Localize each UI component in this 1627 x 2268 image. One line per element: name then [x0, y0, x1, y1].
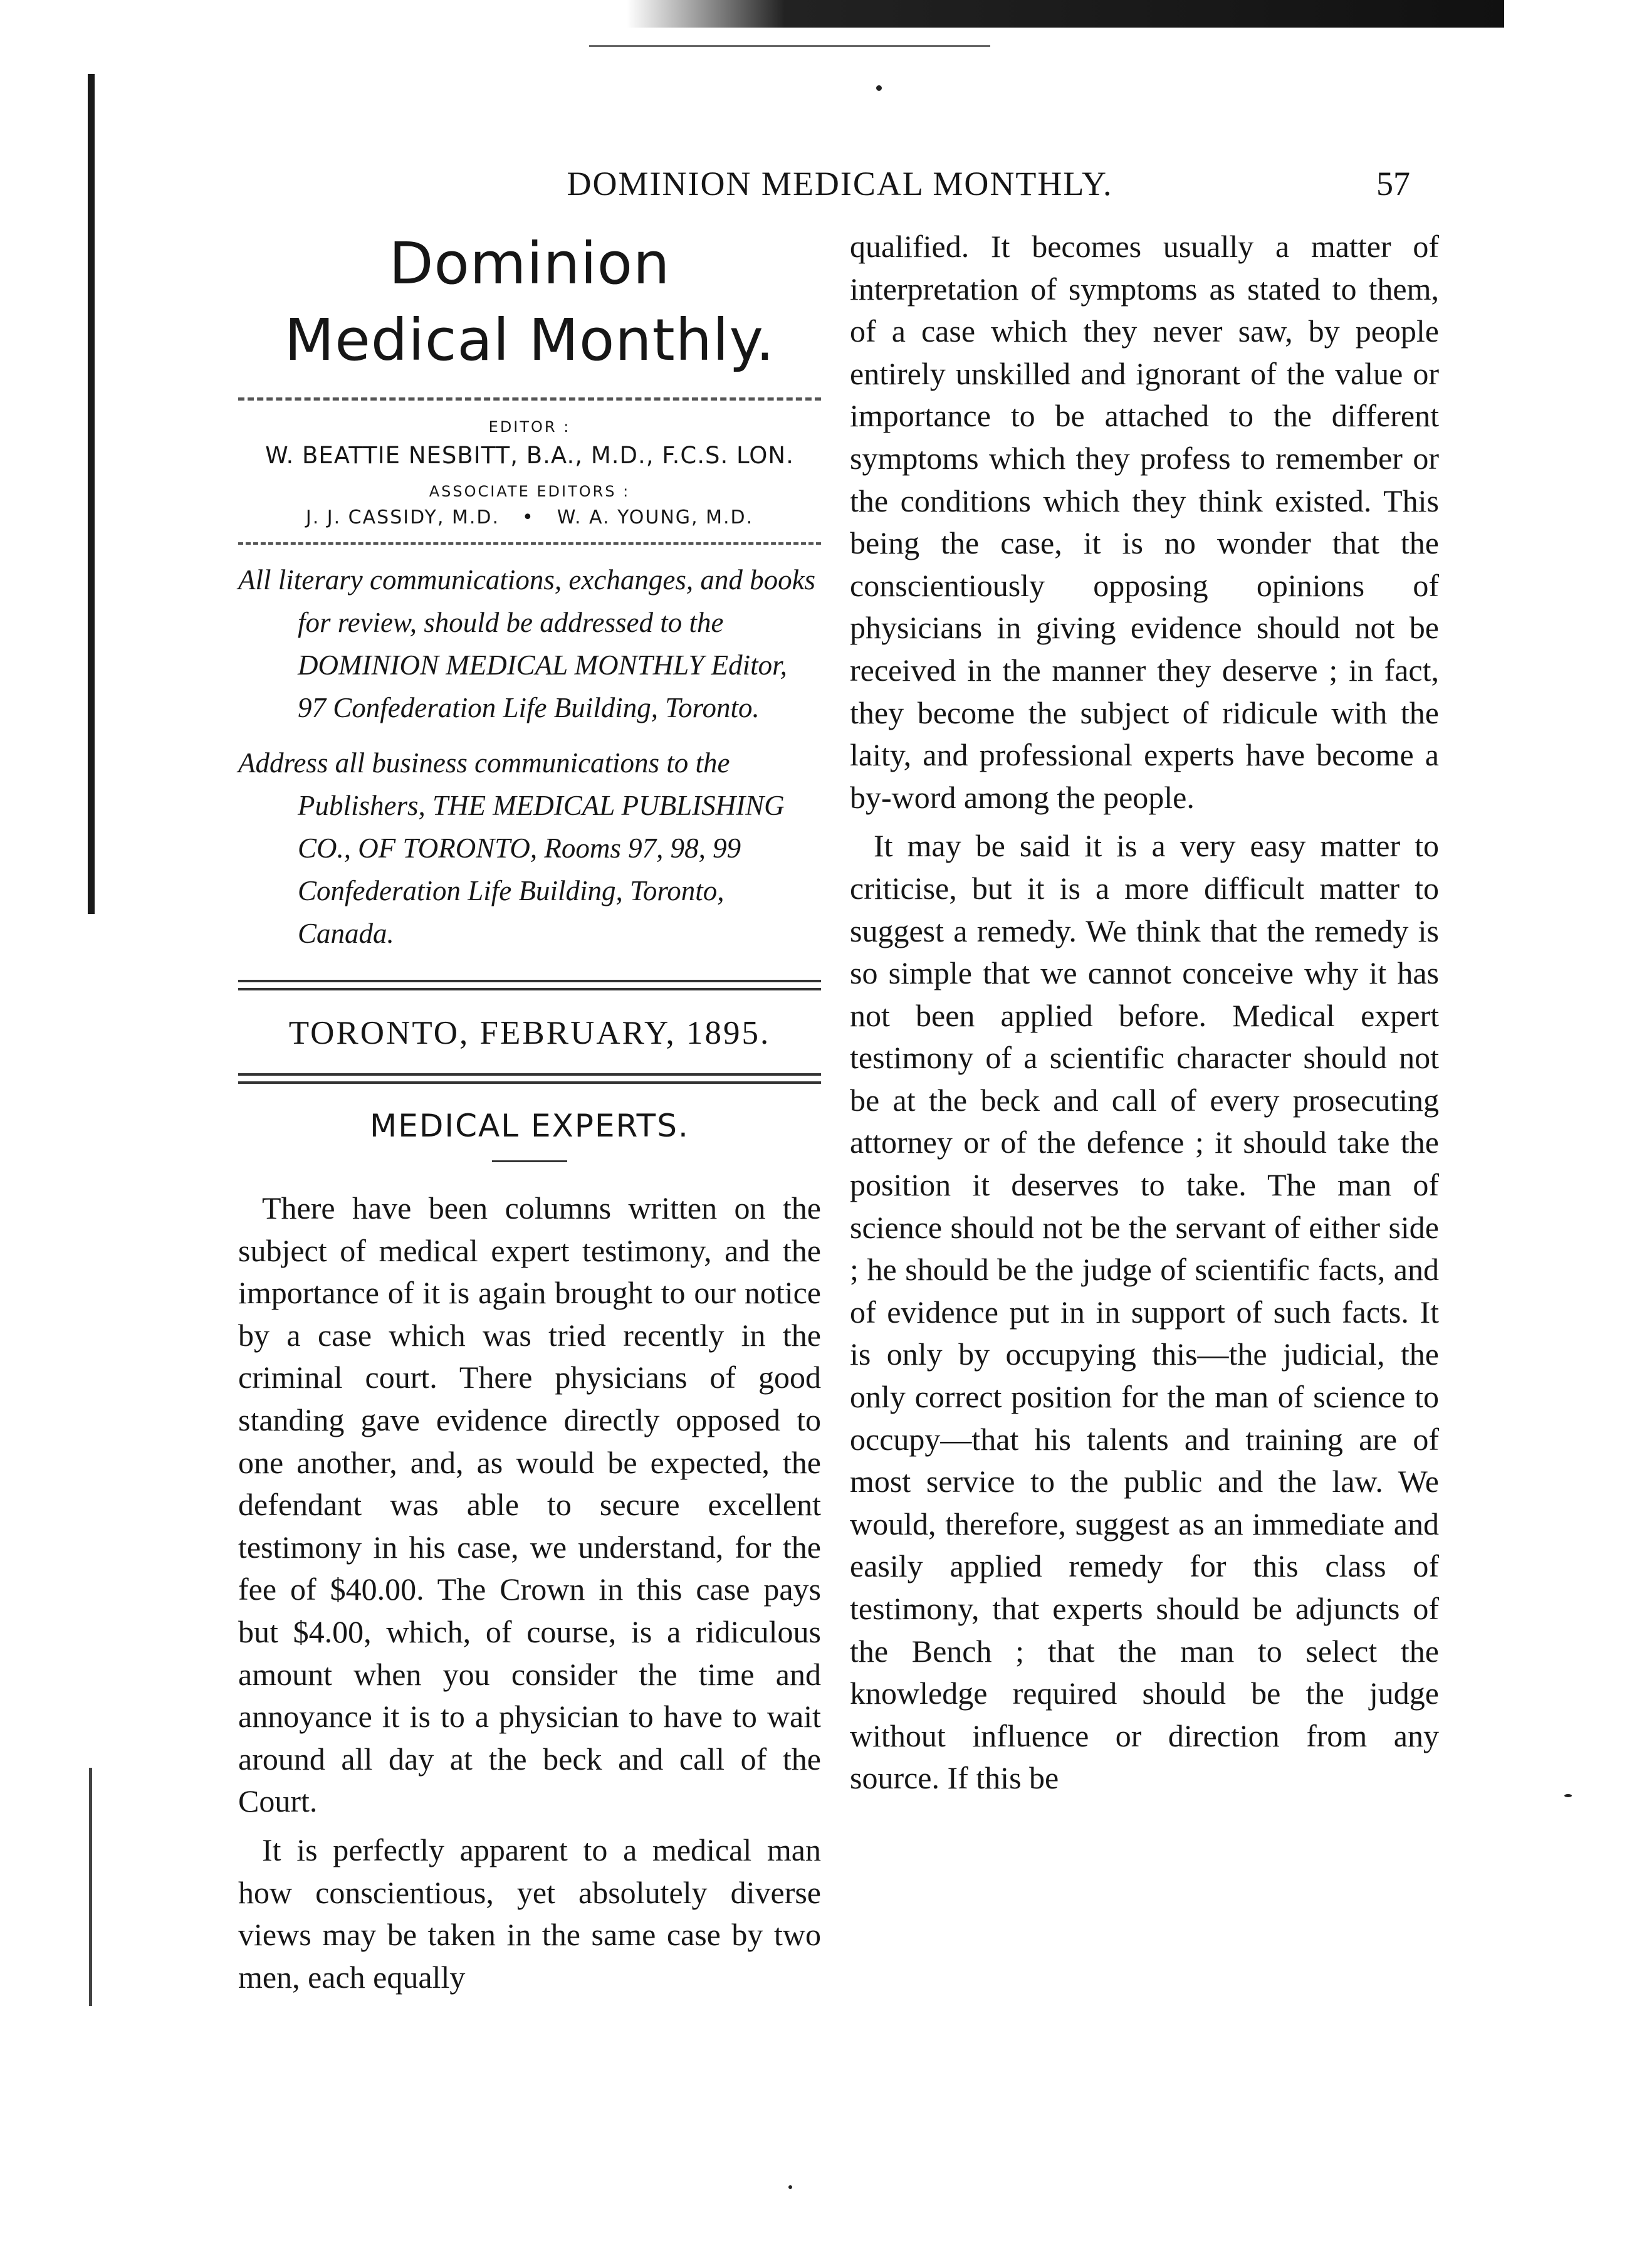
associate-editors [238, 507, 821, 528]
divider [238, 397, 821, 401]
scan-edge-left [88, 74, 95, 914]
associate-editors-label: ASSOCIATE EDITORS : [429, 483, 630, 500]
article-paragraph: It may be said it is a very easy matter to criticise, but it is a more difficult matter to suggest a remedy. We think that the remedy is so simple that we cannot conceive why it has not been applied before. Medical expert testimony of a scientific character should not be at the beck and call of every prosecuting attorney or of the defence ; it should take the position it deserves to take. The man of science should not be the servant of either side ; he should be the judge of scientific facts, and of evidence put in in support of such facts. It is only by occupying this—the judicial, the only correct position for the man of science to occupy—that his talents and training are of most service to the public and the law. We would, therefore, suggest as an immediate and easily applied remedy for this class of testimony, that experts should be adjuncts of the Bench ; that the man to select the knowledge required should be the judge without influence or direction from any source. If this be [850, 828, 1439, 1796]
associate-editor-1: J. J. CASSIDY, M.D. [305, 507, 500, 528]
article-paragraph: It is perfectly apparent to a medical man how conscientious, yet absolutely diverse views may be taken in the same case by two men, each equally [238, 1832, 821, 1995]
divider [238, 542, 821, 545]
scan-speck [788, 2185, 792, 2189]
left-column [238, 226, 821, 1998]
page-number: 57 [1376, 165, 1410, 202]
scan-edge-top [627, 0, 1504, 28]
scan-speck [1564, 1794, 1572, 1797]
associate-editor-2: W. A. YOUNG, M.D. [557, 507, 754, 528]
literary-notice: All literary communications, exchanges, and books for review, should be addressed to the DOMINION MEDICAL MONTHLY Editor, 97 Confederation Life Building, Toronto. [238, 564, 816, 723]
editor-label: EDITOR : [488, 418, 571, 436]
dateline: TORONTO, FEBRUARY, 1895. [288, 1015, 771, 1051]
running-title: DOMINION MEDICAL MONTHLY. [567, 165, 1113, 202]
editor-name: W. BEATTIE NESBITT, B.A., M.D., F.C.S. LON. [265, 442, 794, 469]
masthead-title-line2: Medical Monthly. [284, 307, 775, 374]
right-column [850, 226, 1439, 1800]
article-paragraph: qualified. It becomes usually a matter of interpretation of symptoms as stated to them, of a case which they never saw, by people entirely unskilled and ignorant of the value or importance to be attached to the different symptoms which they profess to remember or the conditions which they think existed. This being the case, it is no wonder that the conscientiously opposing opinions of physicians in giving evidence should not be received in the manner they deserve ; in fact, they become the subject of ridicule with the laity, and professional experts have become a by-word among the people. [850, 229, 1439, 815]
double-rule [238, 980, 821, 990]
scan-edge-left-lower [89, 1768, 92, 2006]
double-rule [238, 1073, 821, 1084]
masthead-title-line1: Dominion [389, 230, 671, 297]
scan-line [589, 45, 990, 47]
associate-separator: • [522, 507, 535, 528]
article-heading: MEDICAL EXPERTS. [370, 1108, 689, 1144]
scan-speck [876, 85, 882, 91]
article-paragraph: There have been columns written on the subject of medical expert testimony, and the importance of it is again brought to our notice by a case which was tried recently in the criminal court. There physicians of good standing gave evidence directly opposed to one another, and, as would be expected, the defendant was able to secure excellent testimony in his case, we understand, for the fee of $40.00. The Crown in this case pays but $4.00, which, of course, is a ridiculous amount when you consider the time and annoyance it is to a physician to have to wait around all day at the beck and call of the Court. [238, 1190, 821, 1819]
business-notice: Address all business communications to the Publishers, THE MEDICAL PUBLISHING CO., OF TORONTO, Rooms 97, 98, 99 Confederation Life Building, Toronto, Canada. [238, 747, 785, 949]
short-rule [492, 1160, 567, 1162]
